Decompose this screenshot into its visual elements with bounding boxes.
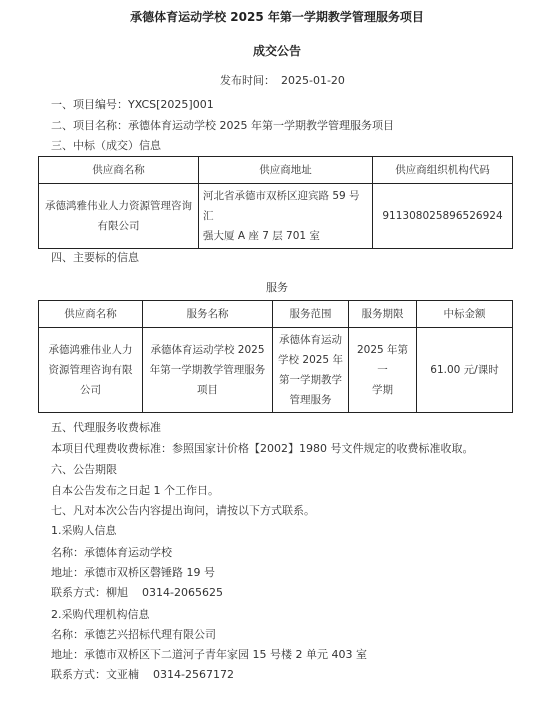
award-table [38,156,513,249]
page-title: 承德体育运动学校 2025 年第一学期教学管理服务项目 [130,10,424,24]
service-supplier-cell: 承德鸿雅伟业人力 资源管理咨询有限 公司 [39,328,143,413]
project-number: 一、项目编号：YXCS[2025]001 [51,98,214,111]
page-subtitle: 成交公告 [252,44,301,58]
purchaser-contact: 联系方式：柳旭 0314-2065625 [51,586,223,599]
purchaser-address: 地址：承德市双桥区磬锤路 19 号 [51,566,215,579]
supplier-code-cell: 911308025896526924 [373,184,513,249]
header-cell: 供应商组织机构代码 [373,157,513,184]
table-row [39,328,513,413]
agency-fee-text: 本项目代理费收费标准：参照国家计价格【2002】1980 号文件规定的收费标准收取。 [51,442,474,455]
service-scope-cell: 承德体育运动 学校 2025 年 第一学期教学 管理服务 [273,328,349,413]
notice-period-heading: 六、公告期限 [51,463,117,476]
agency-heading: 2.采购代理机构信息 [51,608,150,621]
header-cell: 供应商地址 [199,157,373,184]
header-cell: 服务范围 [273,301,349,328]
agency-name: 名称：承德艺兴招标代理有限公司 [51,628,216,641]
publish-time [220,72,345,88]
service-amount-cell: 61.00 元/课时 [417,328,513,413]
contact-heading: 七、凡对本次公告内容提出询问，请按以下方式联系。 [51,504,315,517]
table-header-row [39,301,513,328]
header-cell: 供应商名称 [39,301,143,328]
service-table-caption: 服务 [266,281,288,294]
header-cell: 中标金额 [417,301,513,328]
table-header-row [39,157,513,184]
service-name-cell: 承德体育运动学校 2025 年第一学期教学管理服务 项目 [143,328,273,413]
service-term-cell: 2025 年第一 学期 [349,328,417,413]
notice-period-text: 自本公告发布之日起 1 个工作日。 [51,484,219,497]
subject-info-heading: 四、主要标的信息 [51,251,139,264]
supplier-name-cell: 承德鸿雅伟业人力资源管理咨询 有限公司 [39,184,199,249]
project-name: 二、项目名称：承德体育运动学校 2025 年第一学期教学管理服务项目 [51,119,394,132]
service-table [38,300,513,413]
supplier-address-cell: 河北省承德市双桥区迎宾路 59 号汇 强大厦 A 座 7 层 701 室 [199,184,373,249]
header-cell: 服务期限 [349,301,417,328]
purchaser-name: 名称：承德体育运动学校 [51,546,172,559]
header-cell: 服务名称 [143,301,273,328]
publish-date: 2025-01-20 [281,74,345,87]
publish-label: 发布时间： [220,74,275,87]
agency-contact: 联系方式：文亚楠 0314-2567172 [51,668,234,681]
header-cell: 供应商名称 [39,157,199,184]
agency-address: 地址：承德市双桥区下二道河子青年家园 15 号楼 2 单元 403 室 [51,648,367,661]
agency-fee-heading: 五、代理服务收费标准 [51,421,161,434]
award-info-heading: 三、中标（成交）信息 [51,139,161,152]
purchaser-heading: 1.采购人信息 [51,524,117,537]
table-row [39,184,513,249]
